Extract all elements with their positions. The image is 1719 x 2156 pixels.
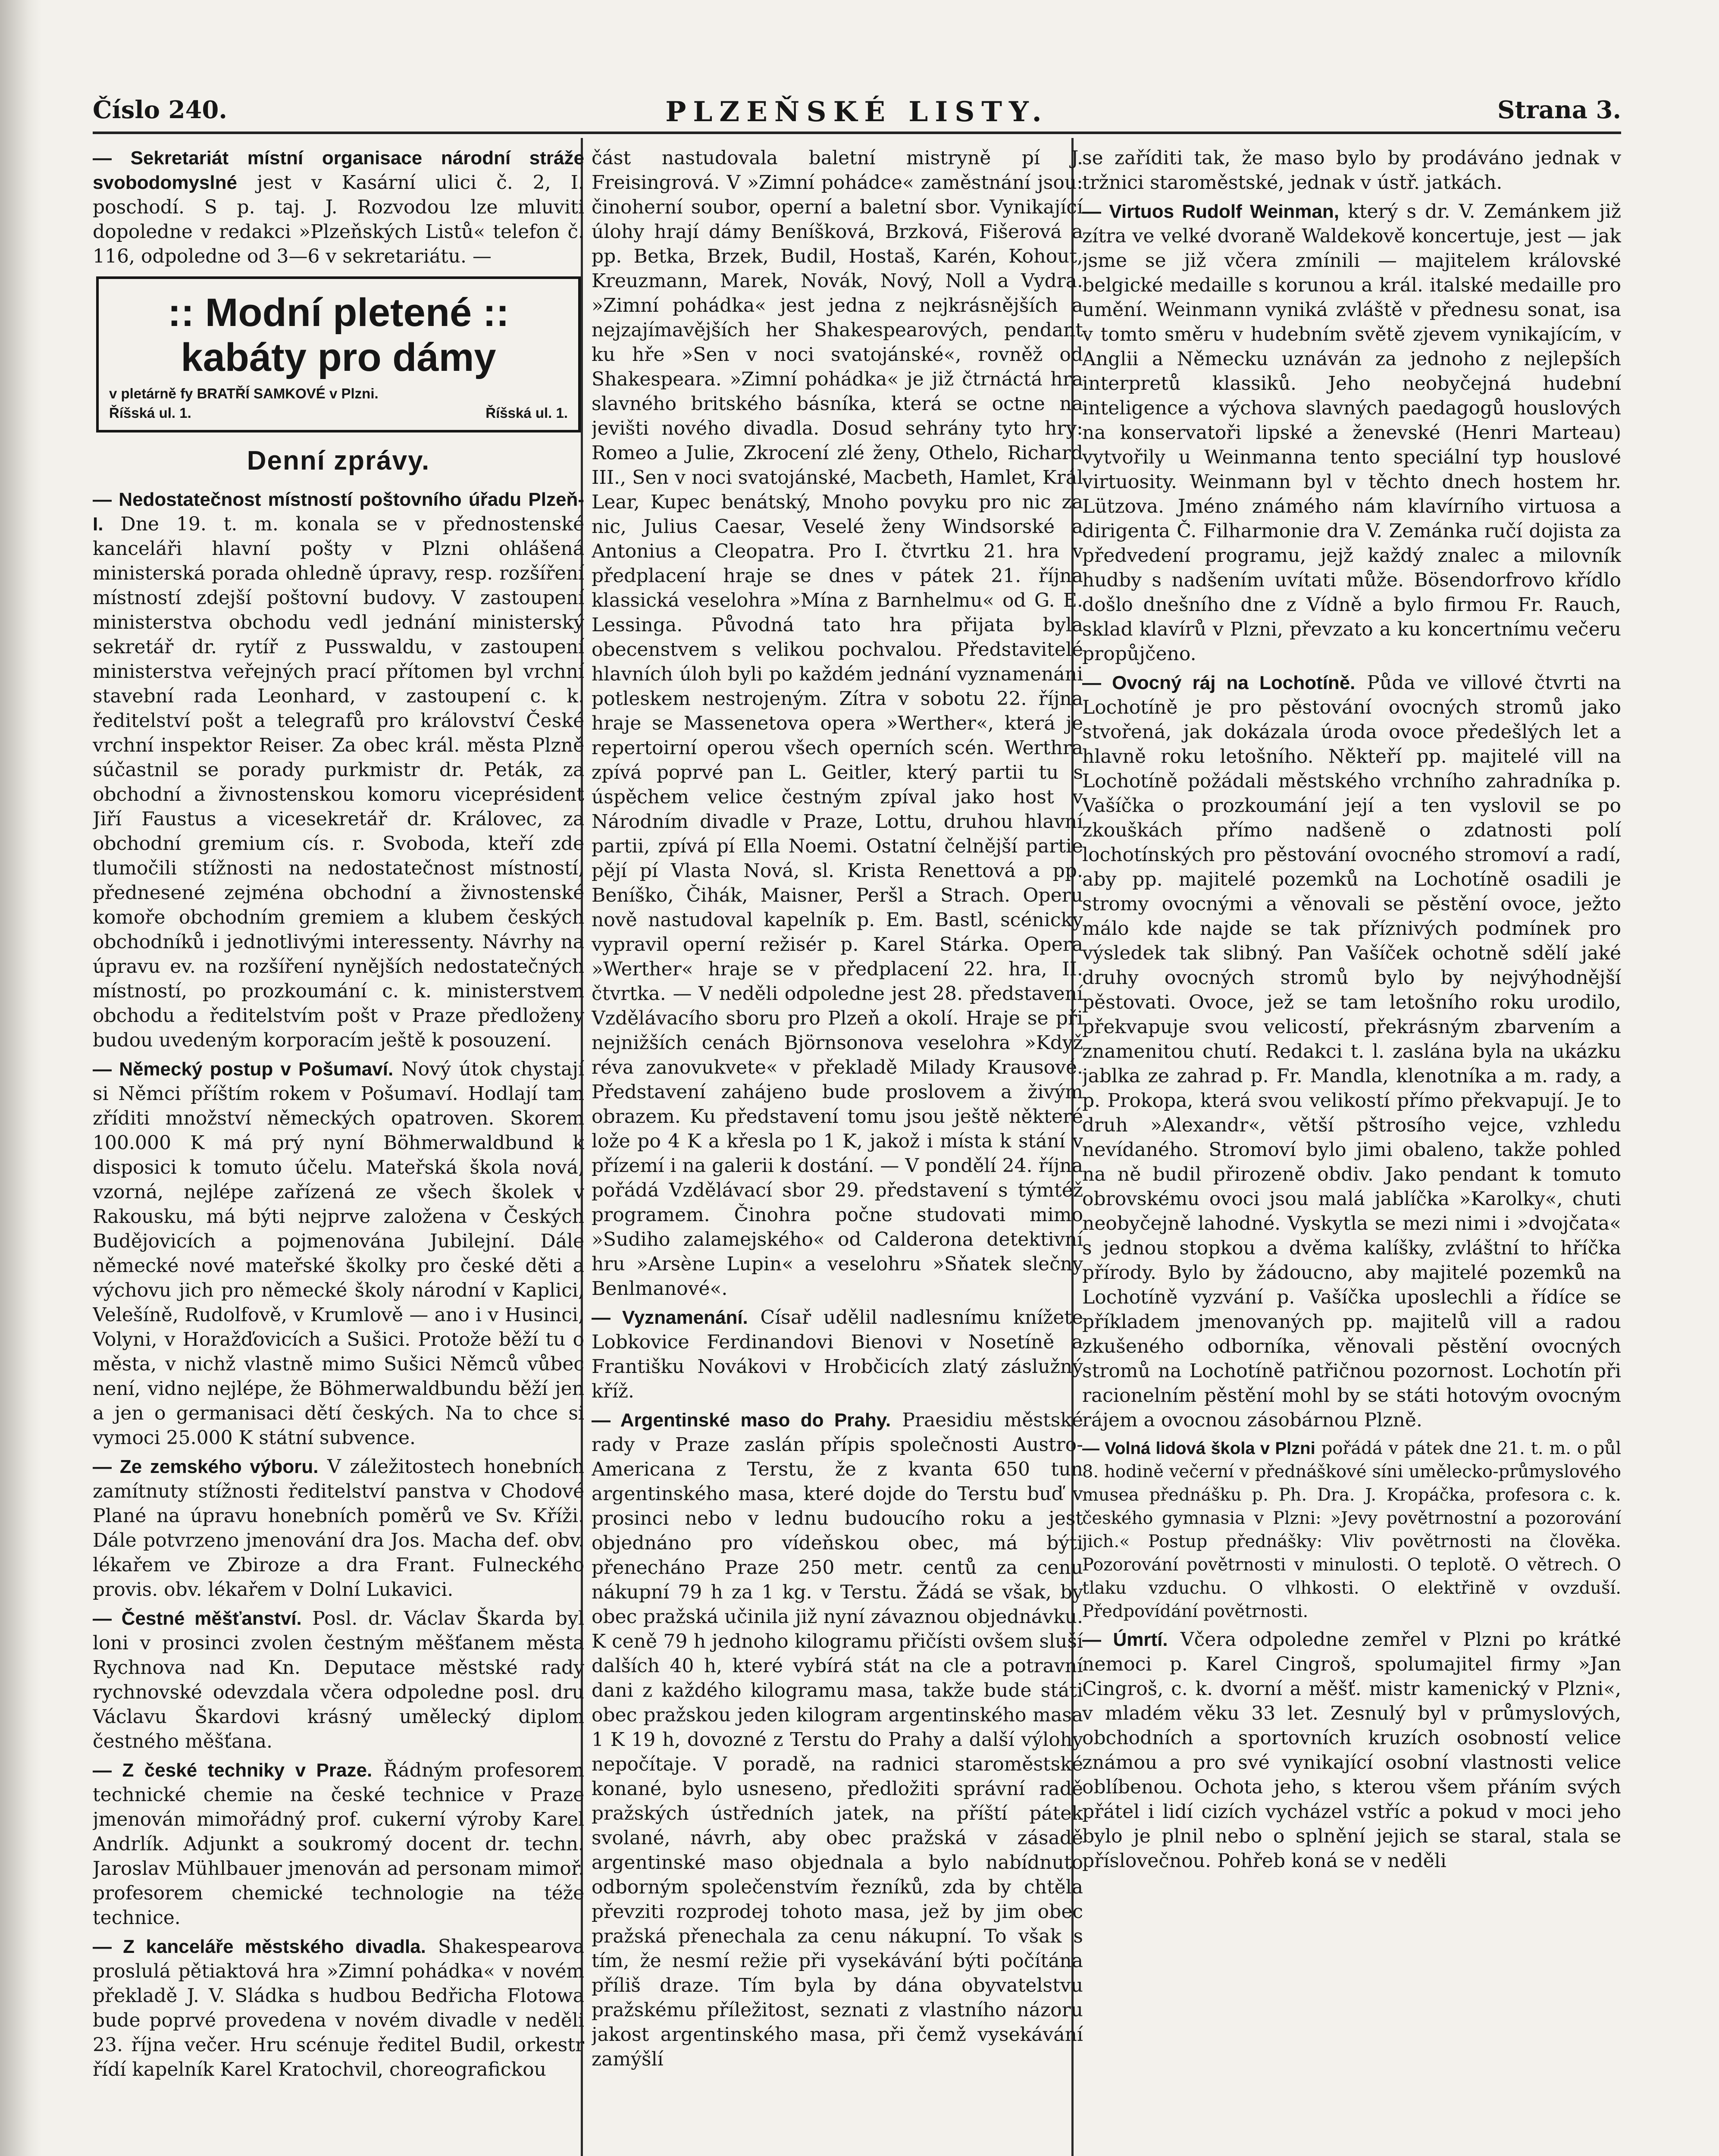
article-weinman bbox=[1082, 199, 1621, 666]
article-body: pořádá v pátek dne 21. t. m. o půl 8. hodině večerní v přednáškové síni umělecko-průmyslového musea přednášku p. Ph. Dra. J. Kropáčka, profesora c. k. českého gymnasia v Plzni: »Jevy povětrnostní a pozorování jich.« Postup přednášky: Vliv povětrnosti na člověka. Pozorování povětrnosti v minulosti. O teplotě. O větrech. O tlaku vzduchu. O vlhkosti. O elektřině v ovzduší. Předpovídání povětrnosti. bbox=[1082, 1438, 1621, 1621]
article-body: se zaříditi tak, že maso bylo by prodáváno jednak v tržnici staroměstské, jednak v ústř. jatkách. bbox=[1082, 147, 1621, 194]
article-body: Praesidiu městské rady v Praze zaslán přípis společnosti Austro-Americana z Terstu, že z kvanta 650 tun argentinského masa, které dojde do Terstu buď v prosinci nebo v lednu budoucího roku a jest objednáno pro vídeňskou obec, má býti přeneсháno Praze 250 metr. centů za cenu nákupní 79 h za 1 kg. v Terstu. Žádá se však, by obec pražská učinila již nyní závaznou objednávku. K ceně 79 h jednoho kilogramu přičísti ovšem sluší dalších 40 h, které vybírá stát na cle a potravní dani z každého kilogramu masa, takže bude státi obec pražskou jeden kilogram argentinského masa 1 K 19 h, dovozné z Terstu do Prahy a další výlohy nepočítaje. V poradě, na radnici staroměstské konané, bylo usneseno, předložiti správní radě pražských ústředních jatek, na příští pátek svolané, návrh, aby obec pražská v zásadě argentinské maso objednala a bylo nabídnuto odborným společenstvím řezníků, zda by chtěla převziti rozprodej tohoto masa, jež by jim obec pražská přenechala za cenu nákupní. To však s tím, že nesmí režie při vysekávání býti počítána příliš draze. Tím byla by dána obyvatelstvu pražskému příležitost, seznati z vlastního názoru jakost argentinského masa, při čemž vysekávání zamýšlí bbox=[592, 1409, 1083, 2070]
article-body: jest v Kasární ulici č. 2, I. poschodí. S p. taj. J. Rozvodou lze mluviti dopoledne v redakci »Plzeňských Listů« telefon č. 116, odpoledne od 3—6 v sekretariátu. — bbox=[93, 172, 584, 267]
ad-address-left: Říšská ul. 1. bbox=[109, 405, 191, 421]
article-headline: — Ovocný ráj na Lochotíně. bbox=[1082, 672, 1356, 693]
article-lochotin bbox=[1082, 671, 1621, 1432]
ad-headline-2: kabáty pro dámy bbox=[181, 335, 496, 379]
column-1 bbox=[93, 146, 584, 2156]
article-body: část nastudovala baletní mistryně pí J. Freisingrová. V »Zimní pohádce« zaměstnání jsou: činoherní soubor, operní a baletní sbor. Vynikající úlohy hrají dámy Beníšková, Brzková, Fišerová a pp. Betka, Brzek, Budil, Hostaš, Karén, Kohout, Kreuzmann, Marek, Novák, Nový, Noll a Vydra. »Zimní pohádka« jest jedna z nejkrásnějších a nejzajímavějších her Shakespearových, pendant ku hře »Sen v noci svatojánské«, rovněž od Shakespeara. »Zimní pohádka« je již čtrnáctá hra slavného britského básníka, která se octne na jevišti nového divadla. Dosud sehrány tyto hry: Romeo a Julie, Zkrocení zlé ženy, Othelo, Richard III., Sen v noci svatojánské, Macbeth, Hamlet, Král Lear, Kupec benátský, Mnoho povyku pro nic za nic, Julius Caesar, Veselé ženy Windsorské a Antonius a Cleopatra. Pro I. čtvrtku 21. hra v předplacení hraje se dnes v pátek 21. října klassická veselohra »Mína z Barnhelmu« od G. E. Lessinga. Původná tato hra přijata byla obecenstvem s velikou pochvalou. Představitelé hlavních úloh byli po každém jednání vyznamenáni potleskem nestrojeným. Zítra v sobotu 22. října hraje se Massenetova opera »Werther«, která je repertoirní operou všech operních scén. Werthra zpívá poprvé pan L. Geitler, který partii tu s úspěchem velice čestným zpíval jako host v Národním divadle v Praze, Lottu, druhou hlavní partii, zpívá pí Ella Noemi. Ostatní čelnější partie pějí pí Vlasta Nová, sl. Krista Renettová a pp. Beníško, Čihák, Maisner, Peršl a Strach. Operu nově nastudoval kapelník p. Em. Bastl, scénicky vypravil operní režisér p. Karel Stárka. Opera »Werther« hraje se v předplacení 22. hra, II. čtvrtka. — V neděli odpoledne jest 28. představení Vzdělávacího sboru pro Plzeň a okolí. Hraje se při nejnižších cenách Björnsonova veselohra »Když révа zanovukvete« v překladě Milady Krausové. Představení zahájeno bude proslovem a živým obrazem. Ku představení tomu jsou ještě některé lože po 4 K a křesla po 1 K, jakož i místa k stání v přízemí i na galerii k dostání. — V pondělí 24. října pořádá Vzdělávací sbor 29. představení s týmtéž programem. Činohra počne studovati mimo »Sudiho zalamejského« od Calderona detektivní hru »Arsène Lupin« a veselohru »Sňatek slečny Benlmanové«. bbox=[592, 147, 1083, 1300]
section-title: Denní zprávy. bbox=[247, 446, 430, 476]
article-divadlo bbox=[93, 1934, 584, 2082]
article-sekretariat bbox=[93, 146, 584, 269]
article-divadlo-continued bbox=[592, 146, 1083, 1301]
article-posumavi bbox=[93, 1057, 584, 1450]
newspaper-title: PLZEŇSKÉ LISTY. bbox=[665, 96, 1049, 128]
article-headline: — Z české techniky v Praze. bbox=[93, 1760, 373, 1781]
article-body: který s dr. V. Zemánkem již zítra ve velké dvoraně Waldekově koncertuje, jest — jak jsme se již včera zmínili — majitelem královské belgické medaille s korunou a král. italské medaille pro umění. Weinmann vyniká zvláště v přednesu sonat, isa v tomto směru v hudebním světě zjevem vynikajícím, v Anglii a Německu uznáván za jednoho z nejlepších interpretů klassiků. Jeho neobyčejná hudební inteligence a výchova slavných paedagogů houslových na konservatoři lipské a ženevské (Henri Marteau) vytvořily u Weinmanna tento speciální typ houslové virtuosity. Weinmann byl v těchto dnech hostem hr. Lützova. Jméno známého nám klavírního virtuosa a dirigenta Č. Filharmonie dra V. Zemánka ručí dojista za předvedení programu, jejž každý znalec a milovník hudby s nadšením uvítati může. Bösendorfrovo křídlo došlo dnešního dne z Vídně a bylo firmou Fr. Rauch, sklad klavírů v Plzni, převzato a ku koncertnímu večeru propůjčeno. bbox=[1082, 201, 1621, 665]
article-headline: — Argentinské maso do Prahy. bbox=[592, 1410, 891, 1431]
column-2 bbox=[592, 146, 1083, 2156]
page-header bbox=[93, 96, 1621, 130]
article-zemsky-vybor bbox=[93, 1454, 584, 1602]
article-mestanstvi bbox=[93, 1606, 584, 1754]
article-headline: — Volná lidová škola v Plzni bbox=[1082, 1439, 1315, 1458]
article-headline: — Ze zemského výboru. bbox=[93, 1456, 319, 1477]
article-body: V záležitostech honebních zamítnuty stížnosti ředitelství panstva v Chodové Plané na úpravu honebních poměrů ve Sv. Kříži. Dále potvrzeno jmenování dra Jos. Macha def. obv. lékařem ve Zbiroze a dra Frant. Fulneckého provis. obv. lékařem v Dolní Lukavici. bbox=[93, 1456, 584, 1601]
page-edge-shadow bbox=[0, 0, 41, 2156]
article-body: Nový útok chystají si Němci příštím rokem v Pošumaví. Hodlají tam zříditi množství německých opatroven. Skorem 100.000 K má prý nyní Böhmerwaldbund k disposici k tomuto účelu. Mateřská škola nová, vzorná, nejlépe zařízená ze všech školek v Rakousku, má býti nejprve založena v Českých Budějovicích a pojmenována Jubilejní. Dále německé nové mateřské školky pro české děti a výchovu jich pro německé školy národní v Kaplici, Velešíně, Rudolfově, v Krumlově — ano i v Husinci, Volyni, v Horažďovicích a Sušici. Protože běží tu o města, v nichž vlastně mimo Sušici Němců vůbec není, vidno nejlépe, že Böhmerwaldbundu běží jen a jen o germanisaci dětí českých. Na to chce si vymoci 25.000 K státní subvence. bbox=[93, 1058, 584, 1449]
advertisement-box bbox=[96, 276, 581, 432]
ad-headline-1: :: Modní pletené :: bbox=[167, 291, 510, 335]
article-body: Řádným profesorem technické chemie na české technice v Praze jmenován mimořádný prof. cukerní výroby Karel Andrlík. Adjunkt a soukromý docent dr. techn. Jaroslav Mühlbauer jmenován ad personam mimoř. profesorem chemické technologie na téže technice. bbox=[93, 1759, 584, 1929]
article-posta bbox=[93, 487, 584, 1053]
article-vyznamenani bbox=[592, 1305, 1083, 1404]
article-headline: — Virtuos Rudolf Weinman, bbox=[1082, 201, 1340, 222]
article-body: Půda ve villové čtvrti na Lochotíně je pro pěstování ovocných stromů jako stvořená, jak dokázala úroda ovoce předešlých let a hlavně roku letošního. Někteří pp. majitelé vill na Lochotíně požádali městského vrchního zahradníka p. Vašíčka o prozkoumání její a ten vyslovil se po zkouškách přímo nadšeně o zdatnosti polí lochotínských pro pěstování ovocného stromoví a radí, aby pp. majitelé pozemků na Lochotíně osadili je stromy ovocnými a věnovali se pěstění ovoce, ježto málo kde najde se tak příznivých podmínek pro výsledek tak slibný. Pan Vašíček ochotně sdělí jaké druhy ovocných stromů bylo by nejvýhodnější pěstovati. Ovoce, jež se tam letošního roku urodilo, překvapuje svou velicostí, překrásným zbarvením a znamenitou chutí. Redakci t. l. zaslána byla na ukázku jablka ze zahrad p. Fr. Mandla, klenotníka a m. rady, a p. Prokopa, která svou velikostí přímo překvapují. Je to druh »Alexandr«, větší pštrosího vejce, vzhledu nevídaného. Stromoví bylo jimi obaleno, takže pohled na ně budil přirozeně obdiv. Jako pendant k tomuto obrovskému ovoci jsou malá jablíčka »Karolky«, chuti neobyčejně lahodné. Vyskytla se mezi nimi i »dvojčata« s jednou stopkou a dvěma kalíšky, zvláštní to hříčka přírody. Bylo by žádoucno, aby majitelé pozemků na Lochotíně vyzvání p. Vašíčka uposlechli a řídíce se příkladem jmenovaných pp. majitelů vill a radou zkušeného odborníka, věnovali pěstění ovocných stromů na Lochotíně patřičnou pozornost. Lochotín při racionelním pěstění mohl by se státi hotovým ovocným rájem a ovocnou zásobárnou Plzně. bbox=[1082, 672, 1621, 1431]
article-headline: — Vyznamenání. bbox=[592, 1307, 748, 1328]
header-rule bbox=[93, 132, 1621, 134]
article-headline: — Sekretariát místní organisace národní stráže svobodomyslné bbox=[93, 147, 584, 193]
article-maso bbox=[592, 1408, 1083, 2071]
ad-address-right: Říšská ul. 1. bbox=[485, 405, 568, 421]
article-headline: — Nedostatečnost místností poštovního úřadu Plzeň-I. bbox=[93, 489, 584, 535]
ad-address-row bbox=[109, 405, 568, 421]
article-technika bbox=[93, 1758, 584, 1930]
article-umrti bbox=[1082, 1627, 1621, 1873]
ad-subtitle: v pletárně fy BRATŘÍ SAMKOVÉ v Plzni. bbox=[109, 385, 379, 401]
article-body: Císař udělil nadlesnímu knížete Lobkovice Ferdinandovi Bienovi v Nosetíně a Františku Novákovi v Hrobčicích zlatý záslužný kříž. bbox=[592, 1307, 1083, 1402]
article-maso-continued bbox=[1082, 146, 1621, 195]
article-lidova-skola bbox=[1082, 1437, 1621, 1623]
article-body: Shakespearova proslulá pětiaktová hra »Zimní pohádka« v novém překladě J. V. Sládka s hudbou Bedřicha Flotowa bude poprvé provedena v novém divadle v neděli 23. října večer. Hru scénuje ředitel Budil, orkestr řídí kapelník Karel Kratochvil, choreografickou bbox=[93, 1936, 584, 2081]
article-headline: — Německý postup v Pošumaví. bbox=[93, 1059, 394, 1080]
article-body: Včera odpoledne zemřel v Plzni po krátké nemoci p. Karel Cingroš, spolumajitel firmy »Jan Cingroš, c. k. dvorní a měšť. mistr kamenický v Plzni«, v mladém věku 33 let. Zesnulý byl v průmyslových, obchodních a sportovních kruzích osobností velice známou a pro své vynikající osobní vlastnosti velice oblíbenou. Ochota jeho, s kterou všem přáním svých přátel i lidí cizích vycházel vstříc a pokud v moci jeho bylo je plnil nebo o splnění jejich se staral, stala se příslovečnou. Pohřeb koná se v neděli bbox=[1082, 1629, 1621, 1872]
article-body: Posl. dr. Václav Škarda byl loni v prosinci zvolen čestným měšťanem města Rychnova nad Kn. Deputace městské rady rychnovské odevzdala včera odpoledne posl. dru Václavu Škardovi krásný umělecký diplom čestného měšťana. bbox=[93, 1608, 584, 1752]
article-headline: — Z kanceláře městského divadla. bbox=[93, 1936, 426, 1957]
column-3 bbox=[1082, 146, 1621, 2156]
issue-number: Číslo 240. bbox=[93, 96, 227, 124]
article-headline: — Úmrtí. bbox=[1082, 1629, 1168, 1650]
article-body: Dne 19. t. m. konala se v přednostenské kanceláři hlavní pošty v Plzni ohlášená ministerská porada ohledně úpravy, resp. rozšíření místností zdejší poštovní budovy. V zastoupení ministerstva obchodu vedl jednání ministerský sekretář dr. rytíř z Pusswaldu, v zastoupení ministerstva veřejných prací přítomen byl vrchní stavební rada Leonhard, v zastoupení c. k. ředitelství pošt a telegrafů pro království České vrchní inspektor Reiser. Za obec král. města Plzně súčastnil se porady purkmistr dr. Peták, za obchodní a živnostenskou komoru viceprésident Jiří Faustus a vicesekretář dr. Královec, za obchodní gremium cís. r. Svoboda, kteří zde tlumočili stížnosti na nedostatečnost místností, přednesené zejména obchodní a živnostenské komoře obchodním gremiem a klubem českých obchodníků i jednotlivými interessenty. Návrhy na úpravu ev. na rozšíření nynějších nedostatečných místností, po prozkoumání c. k. ministerstvem obchodu a ředitelstvím pošt v Praze předloženy budou uvedeným korporacím ještě k posouzení. bbox=[93, 513, 584, 1051]
page-number: Strana 3. bbox=[1497, 96, 1621, 124]
article-headline: — Čestné měšťanství. bbox=[93, 1608, 302, 1629]
